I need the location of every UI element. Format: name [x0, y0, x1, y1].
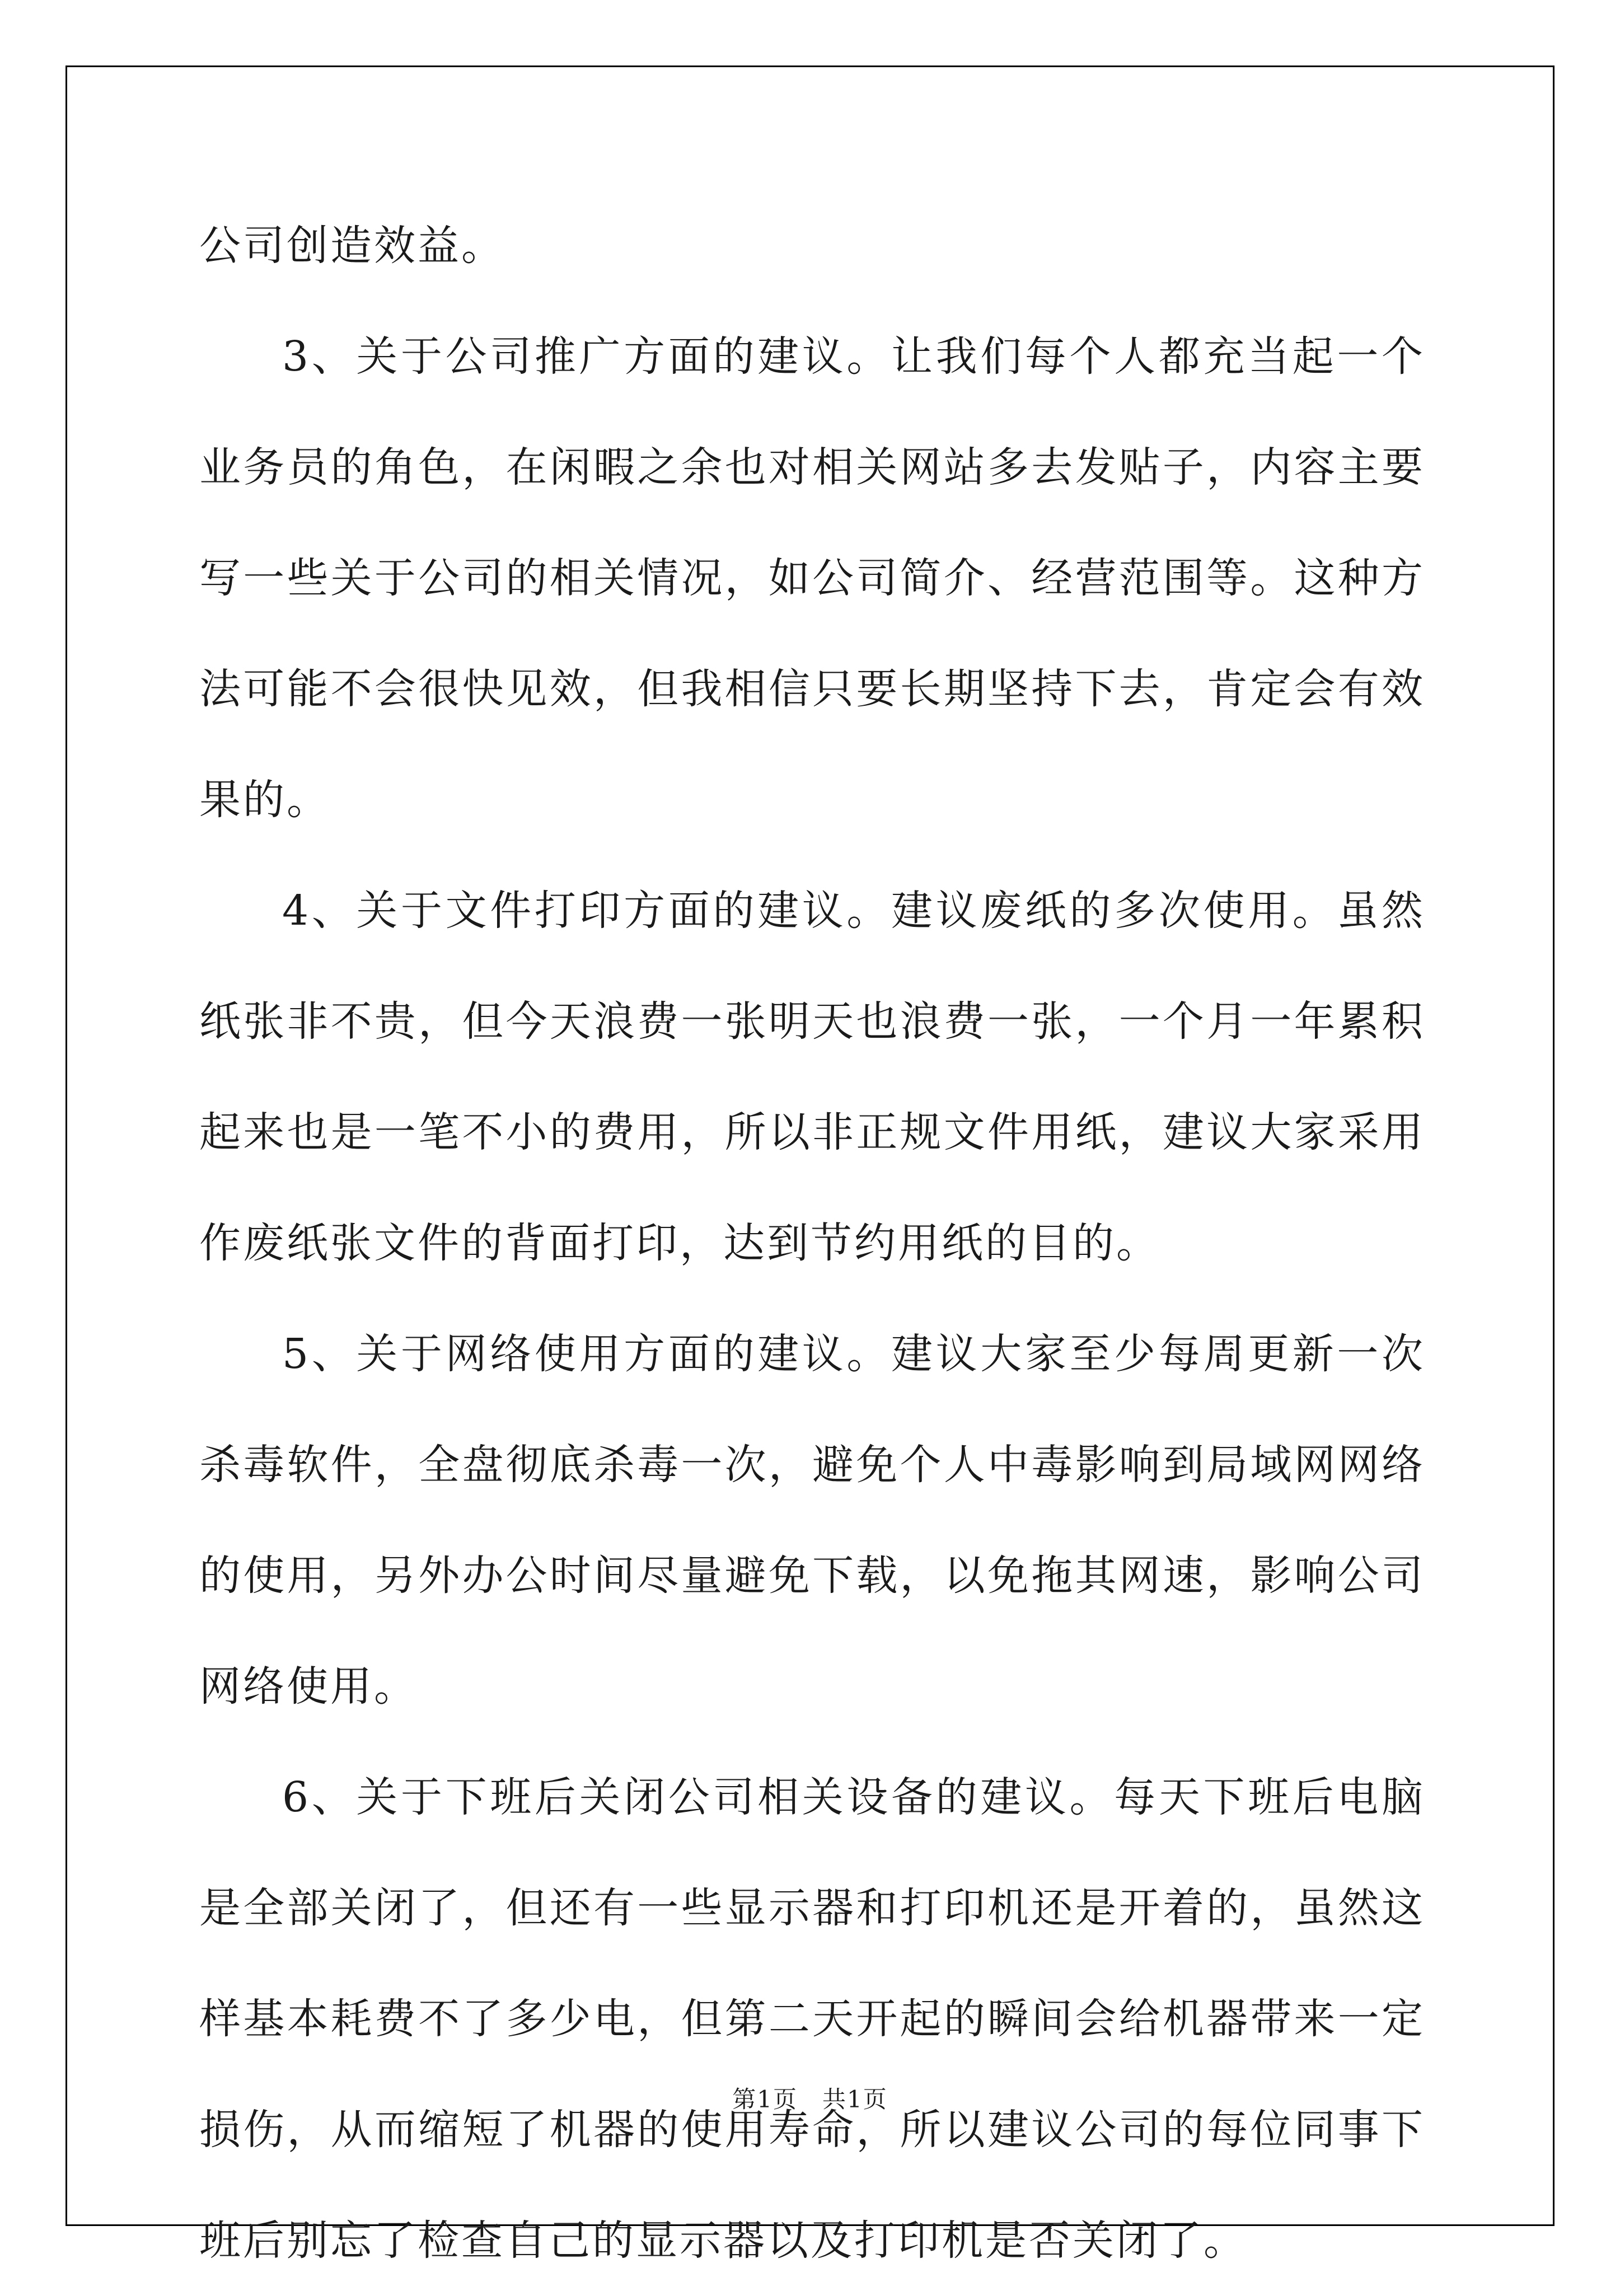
- paragraph-continuation: 公司创造效益。: [199, 222, 505, 270]
- page-number-footer: 第1页 共1页: [732, 2086, 888, 2113]
- document-body: [199, 190, 1425, 2296]
- paragraph-suggestion-4: 4、关于文件打印方面的建议。建议废纸的多次使用。虽然纸张非不贵，但今天浪费一张明天也浪费一张，一个月一年累积起来也是一笔不小的费用，所以非正规文件用纸，建议大家采用作废纸张文件的背面打印，达到节约用纸的目的。: [199, 887, 1425, 1267]
- paragraph-suggestion-3: 3、关于公司推广方面的建议。让我们每个人都充当起一个业务员的角色，在闲暇之余也对相关网站多去发贴子，内容主要写一些关于公司的相关情况，如公司简介、经营范围等。这种方法可能不会很快见效，但我相信只要长期坚持下去，肯定会有效果的。: [199, 332, 1425, 824]
- paragraph-suggestion-6: 6、关于下班后关闭公司相关设备的建议。每天下班后电脑是全部关闭了，但还有一些显示器和打印机还是开着的，虽然这样基本耗费不了多少电，但第二天开起的瞬间会给机器带来一定损伤，从而缩短了机器的使用寿命，所以建议公司的每位同事下班后别忘了检查自己的显示器以及打印机是否关闭了。: [199, 1773, 1425, 2265]
- paragraph-suggestion-5: 5、关于网络使用方面的建议。建议大家至少每周更新一次杀毒软件，全盘彻底杀毒一次，避免个人中毒影响到局域网网络的使用，另外办公时间尽量避免下载，以免拖其网速，影响公司网络使用。: [199, 1330, 1425, 1711]
